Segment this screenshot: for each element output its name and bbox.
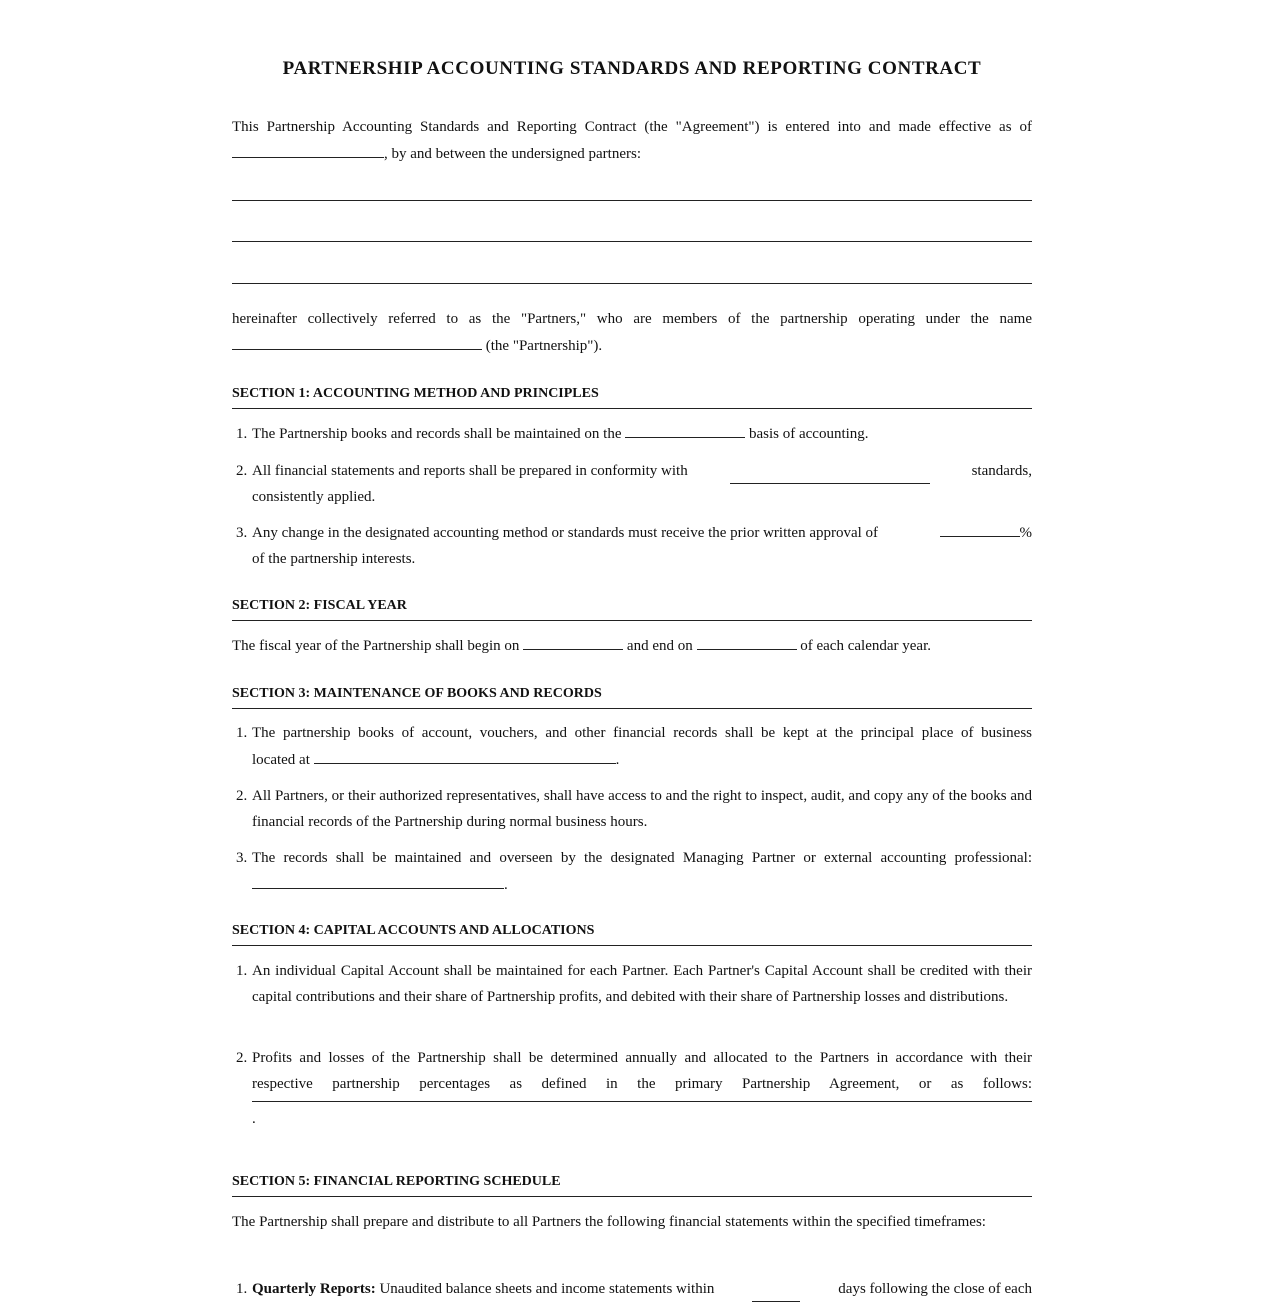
item-line-1 [252, 520, 1032, 546]
item-text-b: days following the close of each [838, 1281, 1032, 1297]
item-number: 2. [236, 788, 248, 804]
item-number: 1. [236, 1281, 248, 1297]
hereinafter-line-1: hereinafter collectively referred to as the "Partners," who are members of the partnership operating under the name [232, 311, 1032, 327]
item-text [252, 520, 1032, 572]
effective-date-blank[interactable] [232, 143, 384, 158]
item-text-a: Unaudited balance sheets and income statements within [379, 1281, 715, 1297]
item-number: 1. [236, 426, 248, 442]
item-number: 3. [236, 525, 248, 541]
section-1-item-2 [232, 458, 1032, 510]
section-5-intro [232, 1209, 1032, 1235]
item-text-c: . [615, 752, 620, 768]
item-text-a: All financial statements and reports shall be prepared in conformity with [252, 463, 688, 479]
item-bold-label: Quarterly Reports: [252, 1281, 376, 1297]
section-3-item-2 [232, 783, 1032, 835]
item-line-2 [252, 747, 1032, 774]
section-5-intro-text: The Partnership shall prepare and distribute to all Partners the following financial statements within the specified timeframes: [232, 1214, 986, 1230]
item-text-a: Profits and losses of the Partnership shall be determined annually and allocated to the Partners in accordance with their [252, 1050, 1032, 1066]
item-line-1 [252, 1276, 1032, 1302]
percent-sign: % [1019, 525, 1032, 541]
item-text [252, 1276, 1032, 1302]
document-title: PARTNERSHIP ACCOUNTING STANDARDS AND REPORTING CONTRACT [282, 58, 982, 79]
partner-name-line-1[interactable] [232, 200, 1032, 201]
item-line-2 [252, 872, 1032, 899]
item-number: 3. [236, 850, 248, 866]
partnership-name-blank[interactable] [232, 335, 482, 350]
item-text-a: Any change in the designated accounting method or standards must receive the prior written approval of [252, 525, 879, 541]
fiscal-year-paragraph [232, 633, 1032, 660]
section-3-item-1 [232, 720, 1032, 774]
partner-name-line-3[interactable] [232, 283, 1032, 284]
hereinafter-line-2 [232, 333, 1032, 360]
intro-text-2: , by and between the undersigned partners: [384, 146, 641, 162]
section-4-heading: SECTION 4: CAPITAL ACCOUNTS AND ALLOCATIONS [232, 923, 1032, 946]
intro-text-1: This Partnership Accounting Standards and Reporting Contract (the "Agreement") is entered into and made effective as of [232, 119, 1032, 135]
section-3-heading: SECTION 3: MAINTENANCE OF BOOKS AND RECORDS [232, 686, 1032, 709]
item-number: 1. [236, 963, 248, 979]
section-5-heading: SECTION 5: FINANCIAL REPORTING SCHEDULE [232, 1174, 1032, 1197]
item-text-b: located at [252, 752, 310, 768]
fiscal-text-c: of each calendar year. [800, 638, 931, 654]
section-1-item-3 [232, 520, 1032, 572]
accounting-basis-blank[interactable] [625, 423, 745, 438]
section-1-heading: SECTION 1: ACCOUNTING METHOD AND PRINCIPLES [232, 386, 1032, 409]
section-5-item-1 [232, 1276, 1032, 1302]
item-text-c: of the partnership interests. [252, 551, 416, 567]
item-text: An individual Capital Account shall be maintained for each Partner. Each Partner's Capital Account shall be credited with their capital contributions and their share of Partnership profits, and debited with their share of Partnership losses and distributions. [252, 963, 1032, 1005]
section-2-heading: SECTION 2: FISCAL YEAR [232, 598, 1032, 621]
item-line-1 [252, 458, 1032, 484]
fiscal-text-b: and end on [626, 638, 693, 654]
section-4-item-2 [232, 1045, 1032, 1132]
allocation-blank-line[interactable] [252, 1097, 1032, 1102]
approval-percent-blank[interactable] [940, 522, 1020, 537]
item-number: 2. [236, 1050, 248, 1066]
fiscal-start-blank[interactable] [523, 635, 623, 650]
item-text [252, 421, 1032, 447]
item-text-c: consistently applied. [252, 489, 376, 505]
item-text-c: . [252, 1111, 256, 1127]
fiscal-end-blank[interactable] [697, 635, 797, 650]
intro-line-1 [232, 114, 1032, 141]
item-text-a: The records shall be maintained and overseen by the designated Managing Partner or external accounting professional: [252, 850, 1032, 866]
item-text [252, 1045, 1032, 1132]
quarterly-days-blank[interactable] [752, 1287, 800, 1302]
item-text [252, 720, 1032, 774]
intro-line-2 [232, 141, 1032, 168]
section-3-item-3 [232, 845, 1032, 899]
hereinafter-paragraph [232, 306, 1032, 360]
item-text [252, 458, 1032, 510]
item-text-a: The Partnership books and records shall be maintained on the [252, 426, 622, 442]
section-1-item-1 [232, 421, 1032, 447]
hereinafter-text-2: (the "Partnership"). [485, 338, 603, 354]
item-text [252, 845, 1032, 899]
item-text-b: basis of accounting. [749, 426, 869, 442]
item-text-b: standards, [971, 463, 1032, 479]
business-location-blank[interactable] [314, 749, 616, 764]
fiscal-text-a: The fiscal year of the Partnership shall begin on [232, 638, 520, 654]
item-number: 2. [236, 463, 248, 479]
item-text-b: respective partnership percentages as defined in the primary Partnership Agreement, or as follows: [252, 1076, 1032, 1092]
item-text: All Partners, or their authorized representatives, shall have access to and the right to inspect, audit, and copy any of the books and financial records of the Partnership during normal business hours. [252, 788, 1032, 830]
partner-name-line-2[interactable] [232, 241, 1032, 242]
item-text-b: . [504, 877, 508, 893]
managing-partner-blank[interactable] [252, 874, 504, 889]
item-text-a: The partnership books of account, vouchers, and other financial records shall be kept at the principal place of business [252, 725, 1032, 741]
standards-blank[interactable] [730, 469, 930, 484]
item-number: 1. [236, 725, 248, 741]
section-4-item-1 [232, 958, 1032, 1010]
intro-paragraph [232, 114, 1032, 168]
